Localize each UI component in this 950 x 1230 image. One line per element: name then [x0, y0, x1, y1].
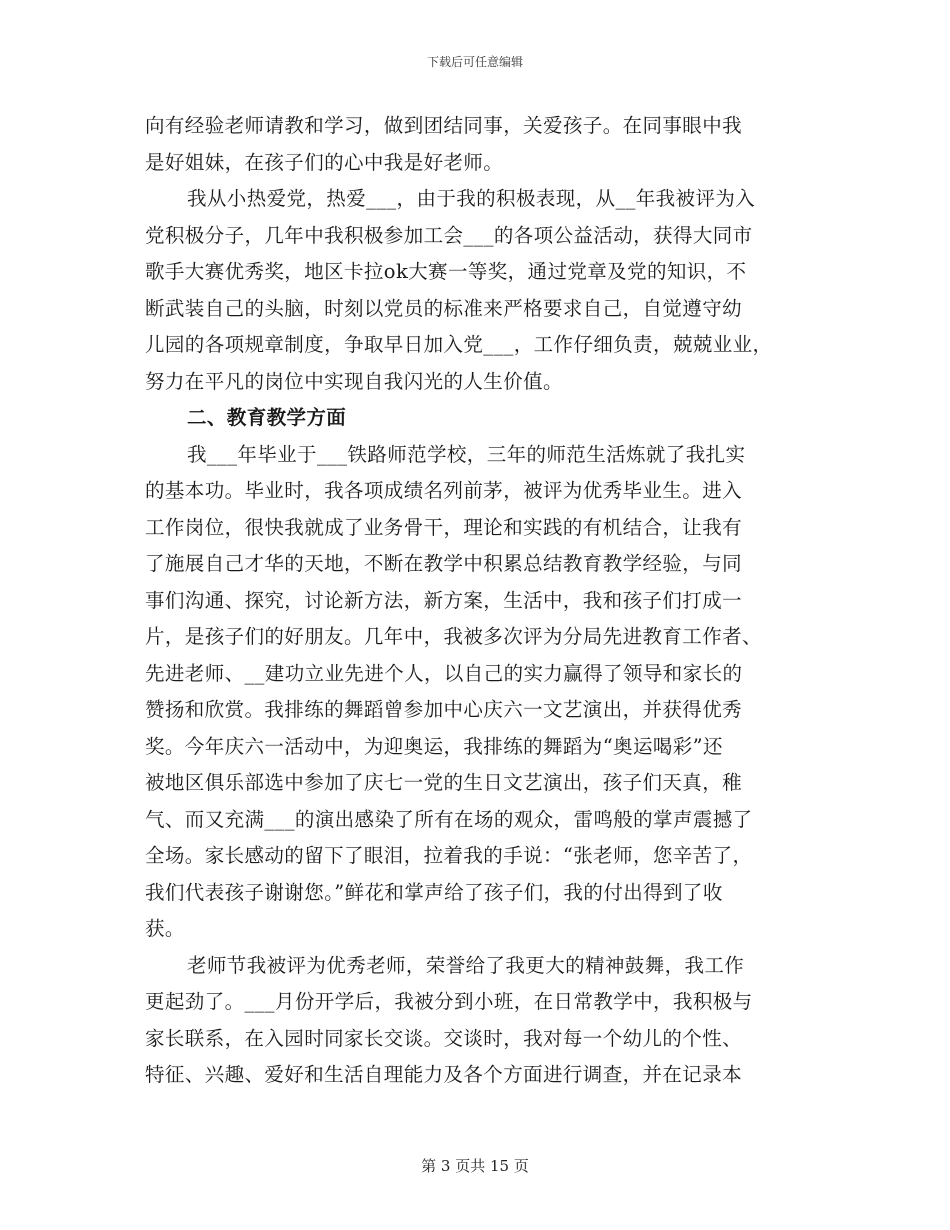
paragraph-line: 气、而又充满___的演出感染了所有在场的观众，雷鸣般的掌声震撼了	[145, 807, 753, 831]
paragraph-line: 被地区俱乐部选中参加了庆七一党的生日文艺演出，孩子们天真，稚	[145, 771, 743, 794]
paragraph-line: 赞扬和欣赏。我排练的舞蹈曾参加中心庆六一文艺演出，并获得优秀	[145, 698, 743, 721]
paragraph-line: 我从小热爱党，热爱___，由于我的积极表现，从__年我被评为入	[187, 187, 756, 210]
paragraph-line: 儿园的各项规章制度，争取早日加入党___，工作仔细负责，兢兢业业，	[145, 333, 773, 356]
page-header: 下载后可任意编辑	[426, 55, 523, 69]
paragraph-line: 努力在平凡的岗位中实现自我闪光的人生价值。	[145, 369, 563, 393]
paragraph-line: 特征、兴趣、爱好和生活自理能力及各个方面进行调查，并在记录本	[145, 1063, 743, 1086]
paragraph-line: 向有经验老师请教和学习，做到团结同事，关爱孩子。在同事眼中我	[145, 114, 743, 137]
paragraph-line: 党积极分子，几年中我积极参加工会___的各项公益活动，获得大同市	[145, 223, 753, 247]
paragraph-line: 的基本功。毕业时，我各项成绩名列前茅，被评为优秀毕业生。进入	[145, 479, 743, 502]
paragraph-line: 了施展自己才华的天地，不断在教学中积累总结教育教学经验，与同	[145, 552, 743, 575]
paragraph-line: 获。	[145, 917, 185, 940]
paragraph-line: 我___年毕业于___铁路师范学校，三年的师范生活炼就了我扎实	[187, 442, 746, 466]
paragraph-line: 是好姐妹，在孩子们的心中我是好老师。	[145, 150, 504, 174]
paragraph-line: 家长联系，在入园时同家长交谈。交谈时，我对每一个幼儿的个性、	[145, 1026, 743, 1050]
page-number-footer: 第 3 页共 15 页	[421, 1157, 529, 1175]
paragraph-line: 先进老师、__建功立业先进个人，以自己的实力赢得了领导和家长的	[145, 661, 743, 685]
paragraph-line: 老师节我被评为优秀老师，荣誉给了我更大的精神鼓舞，我工作	[187, 953, 745, 977]
paragraph-line: 我们代表孩子谢谢您。”鲜花和掌声给了孩子们，我的付出得到了收	[145, 880, 723, 904]
paragraph-line: 片，是孩子们的好朋友。几年中，我被多次评为分局先进教育工作者、	[145, 625, 762, 648]
paragraph-line: 奖。今年庆六一活动中，为迎奥运，我排练的舞蹈为“奥运喝彩”还	[145, 734, 723, 758]
paragraph-line: 工作岗位，很快我就成了业务骨干，理论和实践的有机结合，让我有	[145, 515, 743, 539]
paragraph-line: 全场。家长感动的留下了眼泪，拉着我的手说：“张老师，您辛苦了，	[145, 844, 753, 867]
paragraph-line: 事们沟通、探究，讨论新方法，新方案，生活中，我和孩子们打成一	[145, 588, 743, 612]
paragraph-line: 更起劲了。___月份开学后，我被分到小班，在日常教学中，我积极与	[145, 990, 753, 1013]
document-body	[145, 108, 810, 1094]
paragraph-line: 断武装自己的头脑，时刻以党员的标准来严格要求自己，自觉遵守幼	[145, 296, 743, 320]
paragraph-line: 歌手大赛优秀奖，地区卡拉ok大赛一等奖，通过党章及党的知识，不	[145, 260, 747, 283]
section-heading: 二、教育教学方面	[187, 406, 347, 429]
